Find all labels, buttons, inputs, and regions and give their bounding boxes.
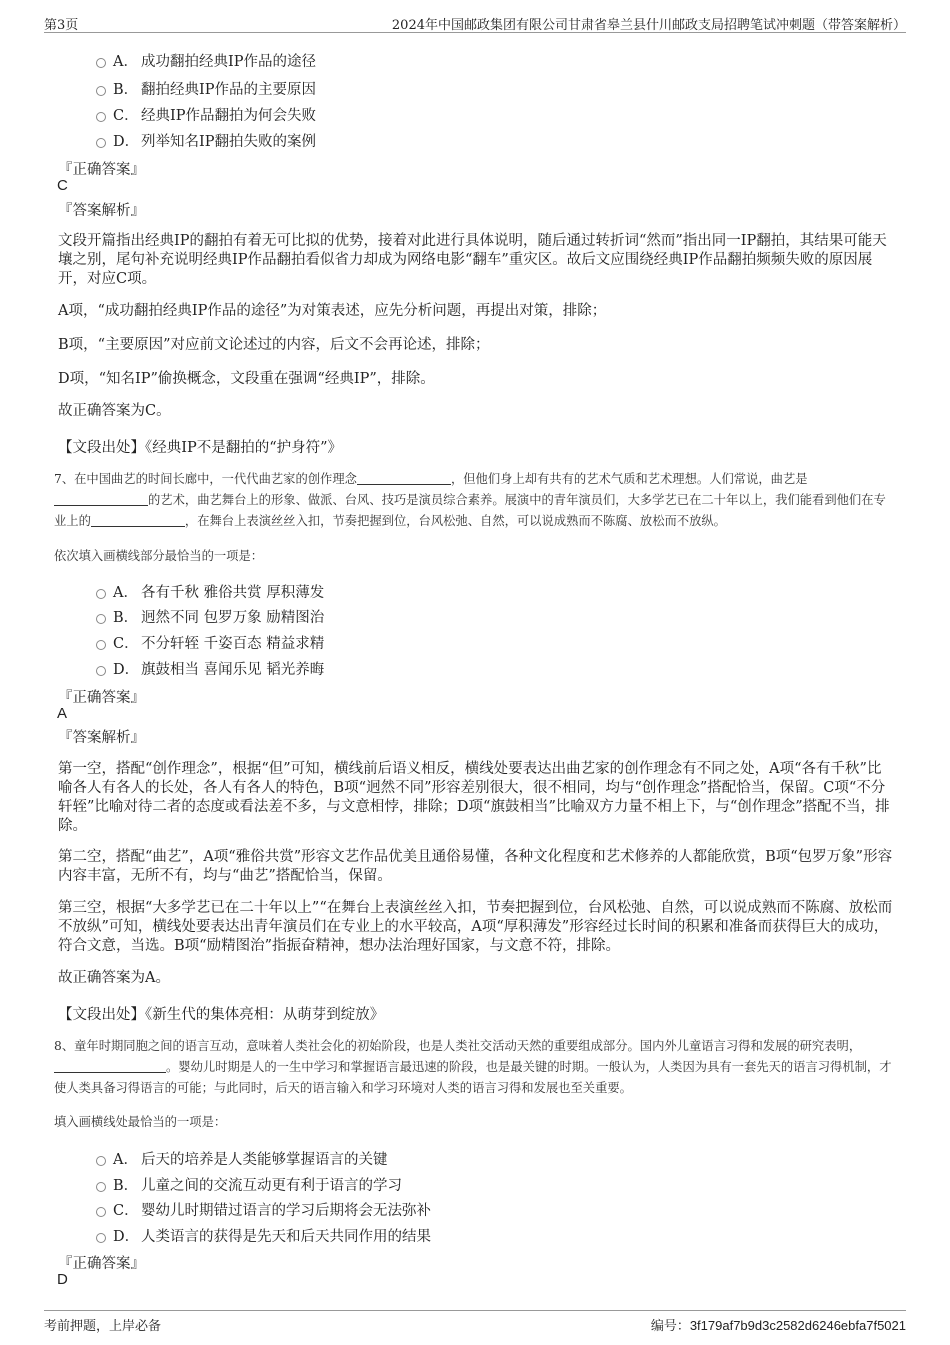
q6-option-b[interactable]: B． 翻拍经典IP作品的主要原因 (96, 78, 316, 99)
radio-icon[interactable] (96, 138, 106, 148)
q6-source: 【文段出处】《经典IP不是翻拍的“护身符”》 (58, 440, 343, 456)
q7-option-b[interactable]: B． 迥然不同 包罗万象 励精图治 (96, 606, 324, 627)
q7-analysis-2: 第二空，搭配“曲艺”，A项“雅俗共赏”形容文艺作品优美且通俗易懂，各种文化程度和艺术修养的人都能欣赏，B项“包罗万象”形容内容丰富，无所不有，均与“曲艺”搭配恰当，保留。 (58, 849, 893, 884)
fill-blank (91, 514, 185, 527)
q7-option-d[interactable]: D． 旗鼓相当 喜闻乐见 韬光养晦 (96, 658, 324, 679)
answer-label: 『正确答案』 (58, 1256, 145, 1272)
q6-analysis-d: D项，“知名IP”偷换概念，文段重在强调“经典IP”，排除。 (58, 371, 435, 387)
q8-option-d[interactable]: D． 人类语言的获得是先天和后天共同作用的结果 (96, 1225, 431, 1246)
q6-analysis-a: A项，“成功翻拍经典IP作品的途径”为对策表述，应先分析问题，再提出对策，排除； (58, 303, 607, 319)
q6-analysis-paragraph: 文段开篇指出经典IP的翻拍有着无可比拟的优势，接着对此进行具体说明，随后通过转折词“然而”指出同一IP翻拍，其结果可能天壤之别，尾句补充说明经典IP作品翻拍看似省力却成为网络电影“翻车”重灾区。故后文应围绕经典IP作品翻拍频频失败的原因展开，对应C项。 (58, 233, 887, 287)
radio-icon[interactable] (96, 1182, 106, 1192)
fill-blank (357, 472, 451, 485)
footer-slogan: 考前押题，上岸必备 (44, 1319, 162, 1334)
page-footer (44, 1310, 906, 1335)
q8-option-a[interactable]: A． 后天的培养是人类能够掌握语言的关键 (96, 1148, 388, 1169)
q6-option-c[interactable]: C． 经典IP作品翻拍为何会失败 (96, 104, 316, 125)
fill-blank (54, 493, 148, 506)
q8-answer: D (57, 1271, 68, 1288)
document-title: 2024年中国邮政集团有限公司甘肃省皋兰县什川邮政支局招聘笔试冲刺题（带答案解析） (391, 18, 906, 33)
radio-icon[interactable] (96, 640, 106, 650)
radio-icon[interactable] (96, 589, 106, 599)
q7-analysis-3: 第三空，根据“大多学艺已在二十年以上”“在舞台上表演丝丝入扣，节奏把握到位，台风松弛、自然，可以说成熟而不陈腐、放松而不放纵”可知，横线处要表达出青年演员们在专业上的水平较高，A项“厚积薄发”形容经过长时间的积累和准备而获得巨大的成功，符合文意，当选。B项“励精图治”指振奋精神，想办法治理好国家，与文意不符，排除。 (58, 900, 893, 954)
q7-option-a[interactable]: A． 各有千秋 雅俗共赏 厚积薄发 (96, 581, 324, 602)
q7-option-c[interactable]: C． 不分轩轾 千姿百态 精益求精 (96, 632, 324, 653)
q7-source: 【文段出处】《新生代的集体亮相：从萌芽到绽放》 (58, 1007, 385, 1023)
answer-label: 『正确答案』 (58, 162, 145, 178)
q6-analysis-b: B项，“主要原因”对应前文论述过的内容，后文不会再论述，排除； (58, 337, 490, 353)
radio-icon[interactable] (96, 58, 106, 68)
q7-analysis-1: 第一空，搭配“创作理念”，根据“但”可知，横线前后语义相反，横线处要表达出曲艺家的创作理念有不同之处，A项“各有千秋”比喻各人有各人的长处，各人有各人的特色，B项“迥然不同”形容差别很大，很不相同，均与“创作理念”搭配恰当，保留。C项“不分轩轾”比喻对待二者的态度或看法差不多，与文意相悖，排除；D项“旗鼓相当”比喻双方力量不相上下，与“创作理念”搭配不当，排除。 (58, 761, 890, 834)
q6-conclusion: 故正确答案为C。 (58, 403, 171, 419)
q6-option-d[interactable]: D． 列举知名IP翻拍失败的案例 (96, 130, 316, 151)
analysis-label: 『答案解析』 (58, 730, 145, 746)
q8-option-b[interactable]: B． 儿童之间的交流互动更有利于语言的学习 (96, 1174, 402, 1195)
answer-label: 『正确答案』 (58, 690, 145, 706)
radio-icon[interactable] (96, 1156, 106, 1166)
q7-prompt: 依次填入画横线部分最恰当的一项是： (54, 549, 264, 563)
radio-icon[interactable] (96, 86, 106, 96)
radio-icon[interactable] (96, 1207, 106, 1217)
q8-prompt: 填入画横线处最恰当的一项是： (54, 1115, 227, 1129)
analysis-label: 『答案解析』 (58, 203, 145, 219)
document-code: 编号：3f179af7b9d3c2582d6246ebfa7f5021 (650, 1318, 906, 1333)
page-number: 第3页 (44, 18, 79, 33)
radio-icon[interactable] (96, 614, 106, 624)
q6-answer: C (57, 177, 68, 194)
q8-option-c[interactable]: C． 婴幼儿时期错过语言的学习后期将会无法弥补 (96, 1199, 431, 1220)
radio-icon[interactable] (96, 666, 106, 676)
radio-icon[interactable] (96, 1233, 106, 1243)
fill-blank (54, 1060, 166, 1073)
q6-option-a[interactable]: A． 成功翻拍经典IP作品的途径 (96, 50, 316, 71)
q7-answer: A (57, 705, 68, 722)
q8-stem: 8、童年时期同胞之间的语言互动，意味着人类社会化的初始阶段，也是人类社交活动天然的重要组成部分。国内外儿童语言习得和发展的研究表明，。婴幼儿时期是人的一生中学习和掌握语言最迅速的阶段，也是最关键的时期。一般认为，人类因为具有一套先天的语言习得机制，才使人类具备习得语言的可能；与此同时，后天的语言输入和学习环境对人类的语言习得和发展也至关重要。 (54, 1039, 892, 1095)
q7-conclusion: 故正确答案为A。 (58, 970, 170, 986)
q7-stem: 7、在中国曲艺的时间长廊中，一代代曲艺家的创作理念 ，但他们身上却有共有的艺术气质和艺术理想。人们常说，曲艺是的艺术，曲艺舞台上的形象、做派、台风、技巧是演员综合素养。展演中的青年演员们，大多学艺已在二十年以上，我们能看到他们在专业上的 ，在舞台上表演丝丝入扣，节奏把握到位，台风松弛、自然，可以说成熟而不陈腐、放松而不放纵。 (54, 472, 886, 528)
radio-icon[interactable] (96, 112, 106, 122)
page-header (44, 12, 906, 33)
